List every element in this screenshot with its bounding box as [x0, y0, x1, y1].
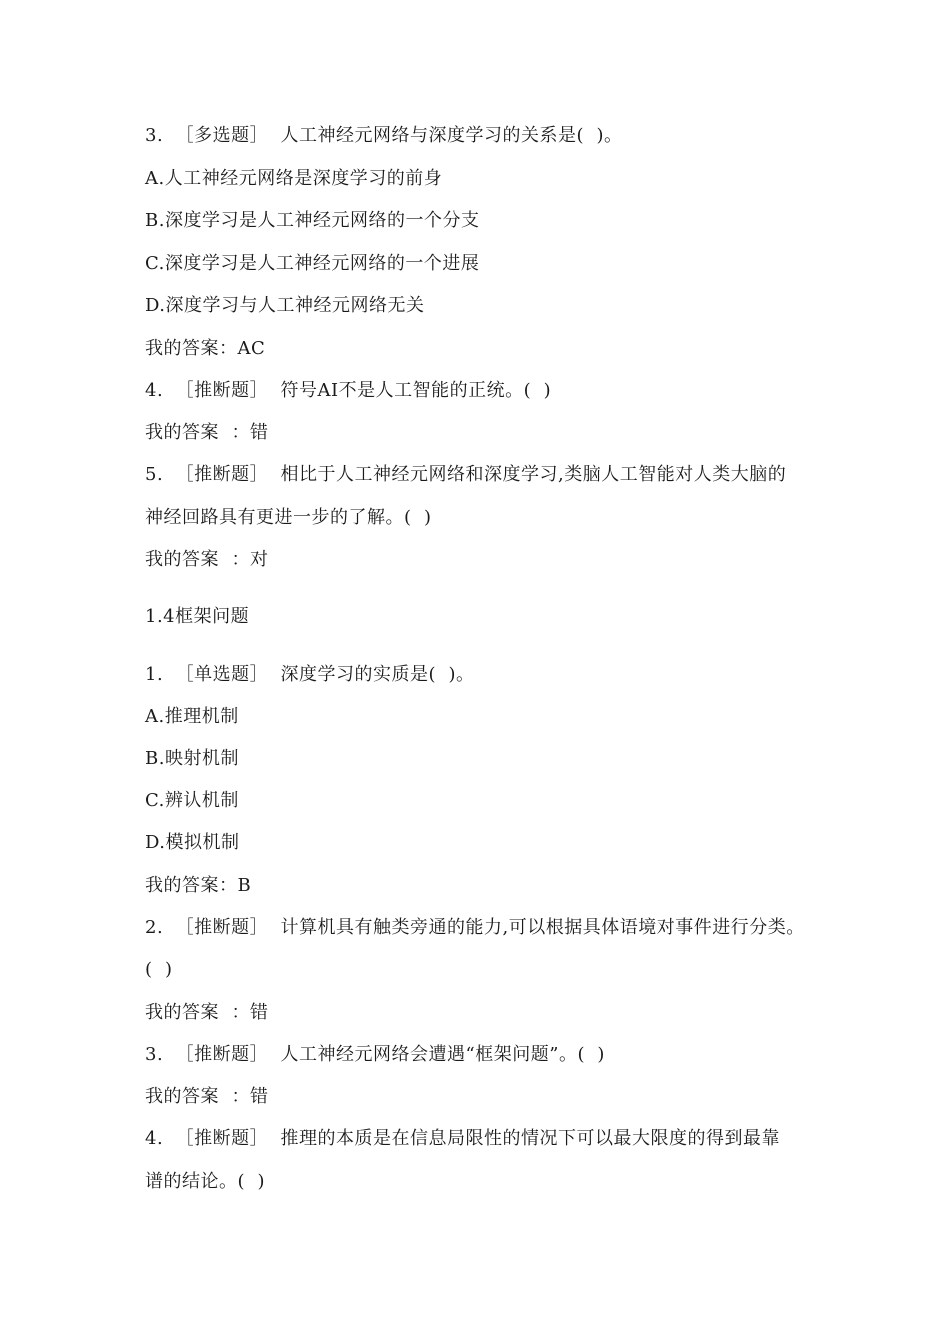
option-a: A.推理机制 [145, 706, 239, 727]
question-4-judge: 4. ［推断题］ 符号AI不是人工智能的正统。( ) [145, 380, 552, 401]
section-title: 1.4框架问题 [145, 606, 250, 627]
section-question-1: 1. ［单选题］ 深度学习的实质是( )。 [145, 664, 475, 685]
section-question-4-line-1: 4. ［推断题］ 推理的本质是在信息局限性的情况下可以最大限度的得到最靠 [145, 1128, 781, 1149]
section-question-2-line-2: ( ) [145, 959, 173, 980]
option-b: B.深度学习是人工神经元网络的一个分支 [145, 210, 480, 231]
answer-line: 我的答案：B [145, 875, 252, 896]
option-c: C.深度学习是人工神经元网络的一个进展 [145, 253, 480, 274]
option-c: C.辨认机制 [145, 790, 239, 811]
question-3-multi: 3. ［多选题］ 人工神经元网络与深度学习的关系是( )。 [145, 125, 623, 146]
answer-line: 我的答案 ：错 [145, 422, 269, 443]
question-5-judge-line-1: 5. ［推断题］ 相比于人工神经元网络和深度学习,类脑人工智能对人类大脑的 [145, 464, 787, 485]
answer-line: 我的答案 ：错 [145, 1086, 269, 1107]
option-a: A.人工神经元网络是深度学习的前身 [145, 168, 443, 189]
section-question-2-line-1: 2. ［推断题］ 计算机具有触类旁通的能力,可以根据具体语境对事件进行分类。 [145, 917, 805, 938]
section-question-4-line-2: 谱的结论。( ) [145, 1171, 265, 1192]
answer-line: 我的答案 ：错 [145, 1002, 269, 1023]
question-5-judge-line-2: 神经回路具有更进一步的了解。( ) [145, 507, 432, 528]
answer-line: 我的答案：AC [145, 338, 266, 359]
option-b: B.映射机制 [145, 748, 239, 769]
section-question-3: 3. ［推断题］ 人工神经元网络会遭遇“框架问题”。( ) [145, 1044, 605, 1065]
option-d: D.模拟机制 [145, 832, 240, 853]
answer-line: 我的答案 ：对 [145, 549, 269, 570]
option-d: D.深度学习与人工神经元网络无关 [145, 295, 425, 316]
